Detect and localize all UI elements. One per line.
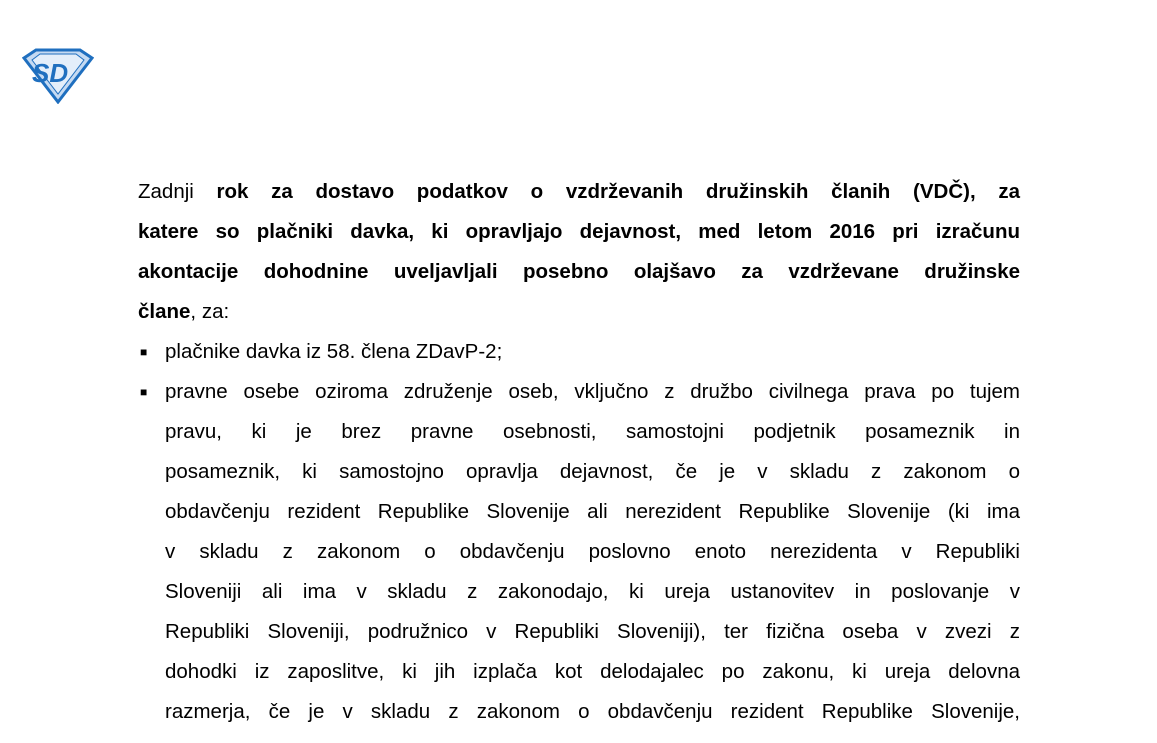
intro-line-4: člane, za: xyxy=(138,300,230,323)
bullet-icon: ■ xyxy=(140,345,148,359)
svg-text:SD: SD xyxy=(32,58,69,88)
bullet-2-line: pravne osebe oziroma združenje oseb, vključno z družbo civilnega prava po tujem xyxy=(165,380,1020,403)
bullet-2-line: obdavčenju rezident Republike Slovenije ali nerezident Republike Slovenije (ki ima xyxy=(165,500,1020,523)
intro-line-2: katere so plačniki davka, ki opravljajo dejavnost, med letom 2016 pri izračunu xyxy=(138,220,1020,243)
company-logo xyxy=(22,48,94,104)
bullet-2-line: pravu, ki je brez pravne osebnosti, samostojni podjetnik posameznik in xyxy=(165,420,1020,443)
bullet-2-line: posameznik, ki samostojno opravlja dejavnost, če je v skladu z zakonom o xyxy=(165,460,1020,483)
bullet-2-line: dohodki iz zaposlitve, ki jih izplača kot delodajalec po zakonu, ki ureja delovna xyxy=(165,660,1020,683)
bullet-2-line: razmerja, če je v skladu z zakonom o obdavčenju rezident Republike Slovenije, xyxy=(165,700,1020,723)
bullet-2-line: v skladu z zakonom o obdavčenju poslovno enoto nerezidenta v Republiki xyxy=(165,540,1020,563)
intro-line-3: akontacije dohodnine uveljavljali posebno olajšavo za vzdrževane družinske xyxy=(138,260,1020,283)
bullet-2-line: Sloveniji ali ima v skladu z zakonodajo, ki ureja ustanovitev in poslovanje v xyxy=(165,580,1020,603)
bullet-1-line: plačnike davka iz 58. člena ZDavP-2; xyxy=(165,340,503,363)
bullet-icon: ■ xyxy=(140,385,148,399)
intro-line-1: Zadnji rok za dostavo podatkov o vzdrževanih družinskih članih (VDČ), za xyxy=(138,180,1020,203)
bullet-2-line: Republiki Sloveniji, podružnico v Republiki Sloveniji), ter fizična oseba v zvezi z xyxy=(165,620,1020,643)
